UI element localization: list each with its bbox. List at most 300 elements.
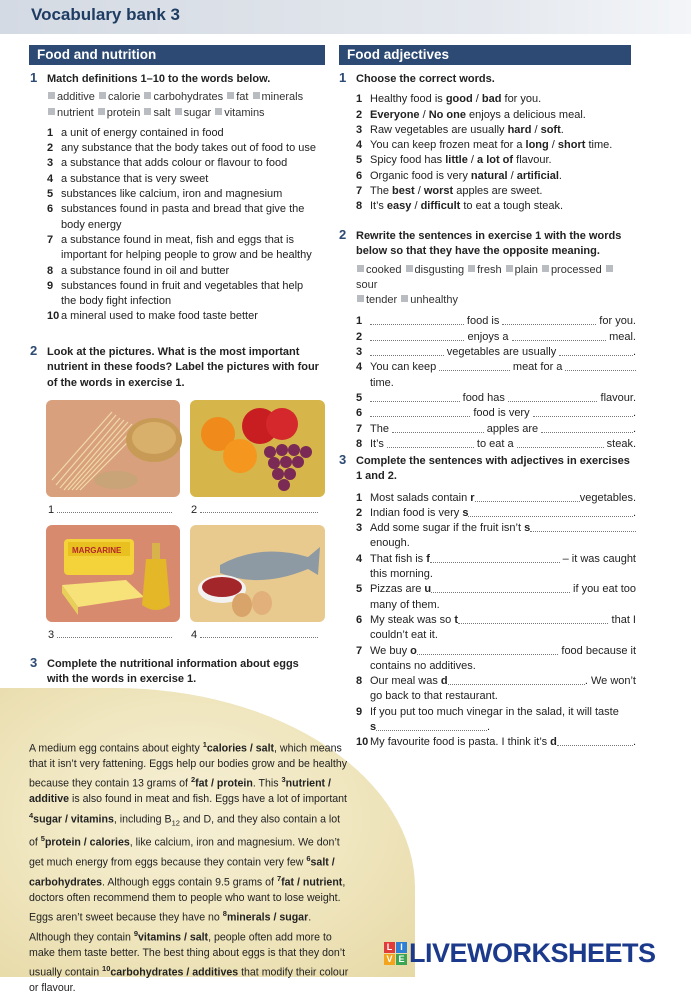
choice-option[interactable]: a lot of bbox=[477, 154, 514, 167]
item-number: 3 bbox=[356, 522, 363, 535]
choice-option[interactable]: natural bbox=[470, 169, 508, 182]
exercise-title: Match definitions 1–10 to the words below. bbox=[47, 73, 271, 85]
item-number: 7 bbox=[356, 185, 363, 198]
complete-item bbox=[356, 506, 636, 521]
answer-line[interactable] bbox=[559, 345, 633, 356]
choice-option[interactable]: long bbox=[525, 139, 549, 152]
word-item: unhealthy bbox=[410, 294, 458, 307]
square-bullet-icon bbox=[606, 265, 613, 272]
choice-option[interactable]: bad bbox=[481, 93, 502, 106]
word-item: sugar bbox=[183, 106, 215, 119]
text-run: apples are bbox=[483, 422, 542, 435]
answer-line[interactable] bbox=[430, 552, 560, 563]
choice-words[interactable]: vitamins / salt bbox=[138, 931, 209, 944]
section-heading-food-and-nutrition: Food and nutrition bbox=[29, 45, 325, 65]
picture-label-4: 4 bbox=[191, 628, 326, 641]
complete-item bbox=[356, 613, 636, 644]
definition-item bbox=[47, 309, 332, 324]
title-line: nutrient in these foods? Label the pictures with four bbox=[47, 361, 319, 374]
item-number: 5 bbox=[356, 391, 363, 404]
answer-line[interactable] bbox=[557, 735, 633, 746]
item-number: 2 bbox=[356, 108, 363, 121]
rewrite-item bbox=[356, 406, 636, 421]
item-number: 6 bbox=[47, 203, 54, 216]
item-number: 4 bbox=[47, 172, 54, 185]
answer-line[interactable] bbox=[541, 422, 633, 433]
answer-line[interactable] bbox=[200, 628, 318, 638]
exercise-number: 2 bbox=[30, 343, 38, 358]
exercise-number: 1 bbox=[30, 70, 38, 85]
item-number: 3 bbox=[356, 346, 363, 359]
page-header bbox=[0, 0, 691, 34]
text-run: food is bbox=[463, 315, 503, 328]
continuation-text: go back to that restaurant. bbox=[370, 690, 498, 703]
item-number: 2 bbox=[356, 506, 363, 519]
text-run: We buy bbox=[370, 644, 411, 657]
choice-words[interactable]: carbohydrates / additives bbox=[110, 966, 239, 979]
choice-words[interactable]: fat / nutrient bbox=[281, 876, 343, 889]
exercise-2-left bbox=[30, 343, 332, 391]
initial-letter: d bbox=[440, 675, 448, 688]
choice-words[interactable]: fat / protein bbox=[195, 777, 253, 790]
rewrite-item bbox=[356, 437, 636, 452]
continuation-text: enough. bbox=[370, 537, 410, 550]
word-item: tender bbox=[366, 294, 401, 307]
text-run: / bbox=[548, 139, 558, 152]
definition-text: substances found in fruit and vegetables that help bbox=[61, 279, 304, 292]
square-bullet-icon bbox=[357, 295, 364, 302]
word-item: processed bbox=[550, 263, 605, 276]
gap-number: 4 bbox=[29, 810, 34, 820]
square-bullet-icon bbox=[468, 265, 475, 272]
text-run: , doctors often recommend them to people who want to lose weight. Eggs aren’t sweet because they have no bbox=[29, 876, 346, 924]
rewrite-line bbox=[370, 330, 636, 345]
word-item: plain bbox=[514, 263, 541, 276]
definition-item bbox=[47, 202, 332, 233]
choice-option[interactable]: little bbox=[445, 154, 468, 167]
item-number: 6 bbox=[356, 613, 363, 626]
subscript: 12 bbox=[171, 818, 180, 828]
item-number: 5 bbox=[356, 583, 363, 596]
word-item: fat bbox=[236, 91, 252, 104]
text-run: Add some sugar if the fruit isn’t bbox=[370, 522, 525, 535]
rewrite-item bbox=[356, 345, 636, 360]
fruit-illustration bbox=[190, 400, 325, 497]
item-number: 3 bbox=[356, 123, 363, 136]
answer-line[interactable] bbox=[370, 314, 464, 325]
choice-option[interactable]: good bbox=[445, 93, 473, 106]
text-run: , which means that it isn’t very fattening. Eggs help our bodies grow and be healthy because they contain 13 grams of bbox=[29, 742, 348, 790]
text-run: A medium egg contains about eighty bbox=[29, 742, 203, 755]
rewrite-line bbox=[370, 314, 636, 329]
item-number: 8 bbox=[356, 437, 363, 450]
item-number: 10 bbox=[356, 736, 369, 749]
initial-letter: t bbox=[454, 613, 459, 626]
text-run: It’s bbox=[370, 437, 387, 450]
item-number: 2 bbox=[356, 330, 363, 343]
word-item: sour bbox=[356, 278, 378, 291]
choice-words[interactable]: nutrient / additive bbox=[29, 777, 331, 806]
choice-option[interactable]: worst bbox=[423, 185, 454, 198]
text-run: . bbox=[632, 346, 637, 359]
logo-letter-block: E bbox=[396, 954, 407, 965]
square-bullet-icon bbox=[144, 108, 151, 115]
item-number: 9 bbox=[356, 705, 363, 718]
text-run: time. bbox=[585, 139, 613, 152]
text-run: . bbox=[632, 407, 637, 420]
title-line: 1 and 2. bbox=[356, 470, 397, 483]
text-run: – it was caught bbox=[559, 552, 636, 565]
definition-item bbox=[47, 264, 332, 279]
text-run: , like calcium, iron and magnesium. We don’t get much energy from eggs because they contain very few bbox=[29, 836, 340, 869]
sentence-item bbox=[356, 138, 636, 153]
initial-letter: f bbox=[426, 552, 430, 565]
text-run: Our meal was bbox=[370, 675, 441, 688]
rewrite-item bbox=[356, 330, 636, 345]
word-item: protein bbox=[106, 106, 144, 119]
definition-item bbox=[47, 233, 332, 264]
complete-line bbox=[370, 674, 636, 689]
answer-line[interactable] bbox=[458, 613, 608, 624]
choice-option[interactable]: No one bbox=[428, 108, 466, 121]
complete-line bbox=[370, 735, 636, 750]
picture-margarine-oil bbox=[46, 525, 180, 622]
text-run: , people often add more to make them taste better. The best thing about eggs is that they don’t usually contain bbox=[29, 931, 346, 979]
text-run: meal. bbox=[606, 330, 636, 343]
item-number: 4 bbox=[356, 552, 363, 565]
answer-line[interactable] bbox=[533, 406, 633, 417]
item-number: 9 bbox=[47, 279, 54, 292]
answer-line[interactable] bbox=[200, 503, 318, 513]
answer-line[interactable] bbox=[468, 506, 632, 517]
text-run: Most salads contain bbox=[370, 491, 471, 504]
complete-item bbox=[356, 552, 636, 583]
margarine-oil-illustration bbox=[46, 525, 180, 622]
definition-text: body energy bbox=[61, 218, 122, 231]
exercise-title bbox=[47, 657, 332, 688]
choice-option[interactable]: easy bbox=[386, 200, 412, 213]
sentence-item bbox=[356, 169, 636, 184]
answer-line[interactable] bbox=[517, 437, 604, 448]
definition-text: a unit of energy contained in food bbox=[61, 126, 224, 139]
complete-line bbox=[370, 521, 636, 536]
rewrite-line bbox=[370, 345, 636, 360]
square-bullet-icon bbox=[215, 108, 222, 115]
text-run: enjoys a bbox=[464, 330, 512, 343]
item-number: 5 bbox=[47, 188, 54, 201]
text-run: / bbox=[467, 154, 478, 167]
choice-option[interactable]: best bbox=[392, 185, 415, 198]
answer-line[interactable] bbox=[57, 628, 172, 638]
rewrite-line bbox=[370, 360, 636, 375]
answer-line[interactable] bbox=[387, 437, 474, 448]
rewrite-line bbox=[370, 406, 636, 421]
answer-line[interactable] bbox=[508, 391, 598, 402]
gap-number: 5 bbox=[40, 833, 45, 843]
answer-line[interactable] bbox=[392, 422, 484, 433]
square-bullet-icon bbox=[99, 92, 106, 99]
text-run: / bbox=[531, 123, 541, 136]
choice-words[interactable]: calories / salt bbox=[206, 742, 275, 755]
item-number: 8 bbox=[47, 264, 54, 277]
text-run: for you. bbox=[501, 93, 542, 106]
gap-number: 3 bbox=[281, 775, 286, 785]
word-item: fresh bbox=[477, 263, 505, 276]
page-title: Vocabulary bank 3 bbox=[31, 5, 180, 24]
complete-item bbox=[356, 735, 636, 750]
item-number: 1 bbox=[356, 315, 363, 328]
square-bullet-icon bbox=[506, 265, 513, 272]
gap-number: 7 bbox=[276, 873, 282, 883]
sentence-item bbox=[356, 199, 636, 214]
word-item: cooked bbox=[366, 263, 405, 276]
gap-number: 10 bbox=[102, 964, 111, 974]
choice-words[interactable]: minerals / sugar bbox=[226, 911, 309, 924]
definition-text: a substance found in oil and butter bbox=[61, 264, 230, 277]
text-run: / bbox=[419, 108, 429, 121]
logo-wordmark: LIVEWORKSHEETS bbox=[409, 937, 656, 968]
sentence-item bbox=[356, 92, 636, 107]
answer-line[interactable] bbox=[448, 674, 585, 685]
text-run: for you. bbox=[596, 315, 636, 328]
gap-number: 2 bbox=[190, 775, 196, 785]
text-run: . bbox=[632, 736, 636, 749]
word-item: salt bbox=[153, 106, 174, 119]
egg-nutrition-text bbox=[29, 737, 349, 997]
gap-number: 6 bbox=[306, 853, 311, 863]
text-run: apples are sweet. bbox=[453, 185, 543, 198]
text-run: meat for a bbox=[509, 361, 566, 374]
item-number: 4 bbox=[356, 139, 363, 152]
initial-letter: o bbox=[410, 644, 417, 657]
choice-words[interactable]: salt / carbohydrates bbox=[29, 856, 335, 889]
meat-fish-eggs-illustration bbox=[190, 525, 325, 622]
word-line bbox=[356, 293, 636, 308]
gap-number: 1 bbox=[202, 740, 207, 749]
picture-fruit bbox=[190, 400, 325, 497]
answer-line[interactable] bbox=[370, 391, 460, 402]
initial-letter: s bbox=[462, 506, 469, 519]
text-run: food is very bbox=[470, 407, 533, 420]
sentence-item bbox=[356, 184, 636, 199]
word-item: nutrient bbox=[57, 106, 97, 119]
complete-sentences-list bbox=[356, 491, 636, 751]
exercise-3-left bbox=[30, 655, 332, 688]
square-bullet-icon bbox=[144, 92, 151, 99]
logo-letter-block: V bbox=[384, 954, 395, 965]
definition-text: the body fight infection bbox=[61, 295, 172, 308]
complete-line bbox=[370, 491, 636, 506]
choice-option[interactable]: short bbox=[557, 139, 586, 152]
choice-option[interactable]: hard bbox=[507, 123, 532, 136]
word-item: vitamins bbox=[224, 106, 265, 119]
answer-line[interactable] bbox=[370, 406, 470, 417]
word-item: carbohydrates bbox=[153, 91, 227, 104]
definition-text: substances like calcium, iron and magnesium bbox=[61, 188, 283, 201]
liveworksheets-logo bbox=[384, 938, 656, 968]
item-number: 3 bbox=[47, 157, 54, 170]
text-run: . bbox=[558, 169, 562, 182]
continuation-text: this morning. bbox=[370, 568, 433, 581]
section-heading-food-adjectives: Food adjectives bbox=[339, 45, 631, 65]
word-box bbox=[47, 90, 332, 121]
rewrite-line bbox=[370, 437, 636, 452]
sentence-item bbox=[356, 108, 636, 123]
definition-item bbox=[47, 126, 332, 141]
text-run: You can keep frozen meat for a bbox=[370, 139, 526, 152]
text-run: . bbox=[632, 422, 636, 435]
word-box bbox=[356, 263, 636, 309]
title-line: Look at the pictures. What is the most important bbox=[47, 346, 300, 358]
answer-line[interactable] bbox=[512, 330, 606, 341]
complete-line bbox=[370, 582, 636, 597]
text-run: My steak was so bbox=[370, 613, 455, 626]
text-run: to eat a bbox=[473, 437, 517, 450]
title-line: with the words in exercise 1. bbox=[47, 673, 197, 686]
square-bullet-icon bbox=[227, 92, 234, 99]
definition-text: any substance that the body takes out of food to use bbox=[61, 142, 317, 155]
square-bullet-icon bbox=[406, 265, 413, 272]
exercise-1-right bbox=[339, 70, 636, 215]
answer-line[interactable] bbox=[530, 521, 636, 532]
answer-line[interactable] bbox=[370, 345, 444, 356]
text-run: Raw vegetables are usually bbox=[370, 123, 508, 136]
logo-letter-block: I bbox=[396, 942, 407, 953]
title-line: Complete the nutritional information about eggs bbox=[47, 658, 299, 670]
square-bullet-icon bbox=[48, 92, 55, 99]
text-run: You can keep bbox=[370, 361, 440, 374]
text-run: / bbox=[411, 200, 421, 213]
complete-line bbox=[370, 705, 636, 720]
text-run: The bbox=[370, 422, 393, 435]
text-run: . bbox=[560, 123, 564, 136]
continuation-text: time. bbox=[370, 376, 394, 389]
answer-line[interactable] bbox=[502, 314, 596, 325]
word-item: disgusting bbox=[414, 263, 468, 276]
answer-line[interactable] bbox=[376, 720, 487, 731]
definition-text: important for helping people to grow and be healthy bbox=[61, 249, 312, 262]
square-bullet-icon bbox=[175, 108, 182, 115]
text-run: flavour. bbox=[513, 154, 552, 167]
choice-option[interactable]: Everyone bbox=[370, 108, 420, 121]
exercise-number: 2 bbox=[339, 227, 347, 242]
picture-label-3: 3 bbox=[48, 628, 180, 641]
exercise-title: Choose the correct words. bbox=[356, 73, 495, 85]
exercise-1-left bbox=[30, 70, 332, 325]
answer-line[interactable] bbox=[565, 360, 636, 371]
title-line: Complete the sentences with adjectives in exercises bbox=[356, 455, 630, 467]
initial-letter: u bbox=[424, 583, 432, 596]
word-item: additive bbox=[57, 91, 98, 104]
item-number: 7 bbox=[356, 422, 363, 435]
exercise-title bbox=[356, 454, 636, 485]
item-number: 8 bbox=[356, 200, 363, 213]
text-run: My favourite food is pasta. I think it’s bbox=[370, 736, 551, 749]
rewrite-list bbox=[356, 314, 636, 452]
answer-line[interactable] bbox=[417, 644, 558, 655]
word-line bbox=[47, 106, 332, 121]
exercise-title bbox=[356, 229, 636, 260]
text-run: , including B bbox=[113, 813, 172, 826]
definition-list bbox=[47, 126, 332, 325]
square-bullet-icon bbox=[542, 265, 549, 272]
word-item: calorie bbox=[107, 91, 144, 104]
definition-item bbox=[47, 187, 332, 202]
logo-blocks-icon bbox=[384, 942, 407, 965]
answer-line[interactable] bbox=[439, 360, 510, 371]
exercise-2-right bbox=[339, 227, 637, 452]
rewrite-line bbox=[370, 422, 636, 437]
title-line: of the words in exercise 1. bbox=[47, 376, 185, 389]
rewrite-item bbox=[356, 422, 636, 437]
text-run: It’s bbox=[370, 200, 387, 213]
item-number: 2 bbox=[47, 142, 54, 155]
initial-letter: r bbox=[470, 491, 475, 504]
choice-words[interactable]: protein / calories bbox=[44, 836, 130, 849]
pasta-bread-illustration bbox=[46, 400, 180, 497]
rewrite-line bbox=[370, 391, 636, 406]
answer-line[interactable] bbox=[370, 330, 464, 341]
word-item: minerals bbox=[261, 91, 304, 104]
definition-text: a substance that adds colour or flavour to food bbox=[61, 157, 288, 170]
choice-words[interactable]: sugar / vitamins bbox=[33, 813, 114, 826]
text-run: that modify their colour or flavour. bbox=[29, 966, 349, 995]
choice-option[interactable]: difficult bbox=[420, 200, 461, 213]
choice-option[interactable]: soft bbox=[540, 123, 561, 136]
text-run: Organic food is very bbox=[370, 169, 471, 182]
gap-number: 9 bbox=[133, 928, 139, 938]
definition-text: substances found in pasta and bread that give the bbox=[61, 203, 305, 216]
text-run: steak. bbox=[603, 437, 637, 450]
choice-option[interactable]: artificial bbox=[516, 169, 559, 182]
rewrite-item bbox=[356, 391, 636, 406]
text-run: food has bbox=[459, 391, 508, 404]
text-run: / bbox=[472, 93, 482, 106]
text-run: / bbox=[414, 185, 424, 198]
answer-line[interactable] bbox=[475, 491, 580, 502]
text-run: . We won’t bbox=[584, 675, 636, 688]
sentence-item bbox=[356, 123, 636, 138]
continuation-text: many of them. bbox=[370, 598, 440, 611]
exercise-3-right bbox=[339, 452, 636, 751]
definition-item bbox=[47, 279, 332, 310]
initial-letter: s bbox=[524, 522, 531, 535]
item-number: 4 bbox=[356, 361, 363, 374]
answer-line[interactable] bbox=[431, 582, 570, 593]
definition-text: a substance that is very sweet bbox=[61, 172, 209, 185]
item-number: 6 bbox=[356, 169, 363, 182]
choose-words-list bbox=[356, 92, 636, 214]
complete-item bbox=[356, 674, 636, 705]
definition-item bbox=[47, 156, 332, 171]
picture-pasta-bread bbox=[46, 400, 180, 497]
text-run: . Although eggs contain 9.5 grams of bbox=[102, 876, 277, 889]
text-run: to eat a tough steak. bbox=[460, 200, 564, 213]
answer-line[interactable] bbox=[57, 503, 172, 513]
square-bullet-icon bbox=[253, 92, 260, 99]
complete-item bbox=[356, 705, 636, 736]
complete-line bbox=[370, 644, 636, 659]
rewrite-item bbox=[356, 360, 636, 391]
continuation-line bbox=[370, 720, 490, 735]
exercise-number: 3 bbox=[339, 452, 347, 467]
text-run: Pizzas are bbox=[370, 583, 425, 596]
item-number: 5 bbox=[356, 154, 363, 167]
text-run: . Although they contain bbox=[29, 911, 312, 944]
text-run: flavour. bbox=[597, 391, 637, 404]
word-line bbox=[47, 90, 332, 105]
complete-item bbox=[356, 521, 636, 552]
